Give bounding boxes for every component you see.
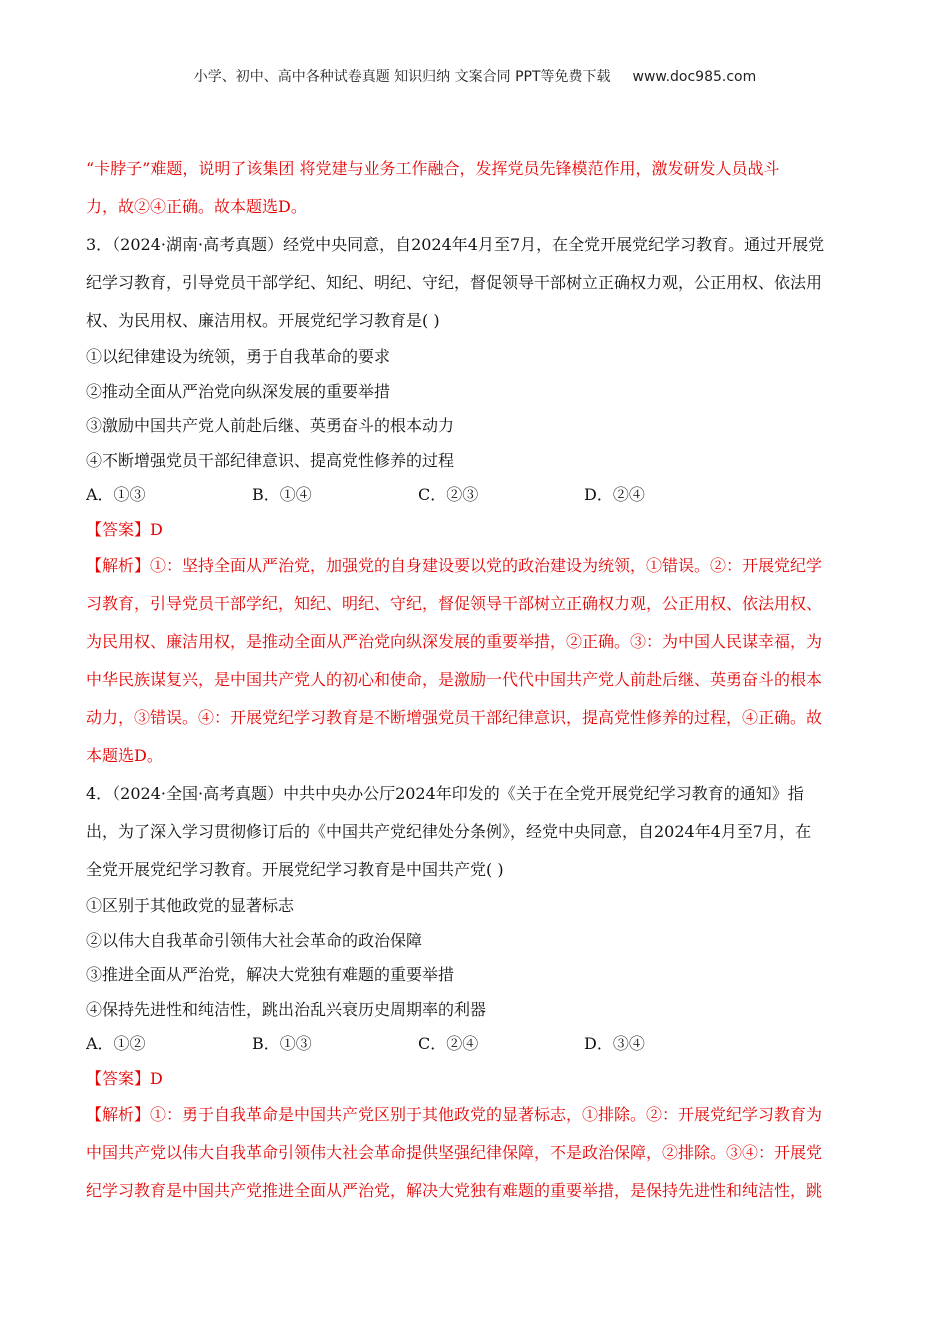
answer-label: 【答案】D [86,1068,163,1088]
statement-item: ④不断增强党员干部纪律意识、提高党性修养的过程 [86,450,455,470]
statement-item: ①以纪律建设为统领，勇于自我革命的要求 [86,347,391,366]
page-header [0,66,950,86]
option-a: A．①③ [86,485,146,504]
statement-item: ④保持先进性和纯洁性，跳出治乱兴衰历史周期率的利器 [86,999,487,1019]
answer-options [86,478,866,513]
option-b: B．①④ [252,485,312,504]
statement-item: ③推进全面从严治党，解决大党独有难题的重要举措 [86,965,455,984]
option-c: C．②③ [418,485,479,504]
question-stem-line: 出，为了深入学习贯彻修订后的《中国共产党纪律处分条例》，经党中央同意，自2024年4月至7月，在 [86,822,812,841]
option-d: D．②④ [584,485,645,504]
option-c: C．②④ [418,1034,479,1053]
question-3 [86,226,866,775]
header-url[interactable]: www.doc985.com [632,69,757,85]
question-4 [86,775,866,1210]
text-line: 力，故②④正确。故本题选D。 [86,197,307,216]
text-line: “卡脖子”难题，说明了该集团 将党建与业务工作融合，发挥党员先锋模范作用，激发研发人员战斗 [86,159,780,178]
analysis-line: 本题选D。 [86,746,163,765]
question-stem-line: 4．（2024·全国·高考真题）中共中央办公厅2024年印发的《关于在全党开展党纪学习教育的通知》指 [86,784,804,803]
header-text: 小学、初中、高中各种试卷真题 知识归纳 文案合同 PPT等免费下载 [193,69,611,85]
statement-item: ①区别于其他政党的显著标志 [86,896,295,915]
statement-item: ②推动全面从严治党向纵深发展的重要举措 [86,381,391,401]
answer-label: 【答案】D [86,519,163,539]
option-b: B．①③ [252,1034,312,1053]
statement-item: ③激励中国共产党人前赴后继、英勇奋斗的根本动力 [86,416,455,435]
analysis-line: 中国共产党以伟大自我革命引领伟大社会革命提供坚强纪律保障，不是政治保障，②排除。③④：开展党 [86,1143,823,1162]
document-body [86,150,866,1210]
question-stem-line: 全党开展党纪学习教育。开展党纪学习教育是中国共产党( ) [86,860,504,879]
analysis-line: 习教育，引导党员干部学纪，知纪、明纪、守纪，督促领导干部树立正确权力观，公正用权、依法用权、 [86,594,823,613]
question-stem-line: 权、为民用权、廉洁用权。开展党纪学习教育是( ) [86,311,440,330]
option-d: D．③④ [584,1034,645,1053]
statement-item: ②以伟大自我革命引领伟大社会革命的政治保障 [86,930,423,950]
analysis-line: 【解析】①：坚持全面从严治党，加强党的自身建设要以党的政治建设为统领，①错误。②：开展党纪学 [86,556,823,575]
analysis-line: 【解析】①：勇于自我革命是中国共产党区别于其他政党的显著标志，①排除。②：开展党纪学习教育为 [86,1105,823,1124]
question-stem-line: 3．（2024·湖南·高考真题）经党中央同意，自2024年4月至7月，在全党开展党纪学习教育。通过开展党 [86,235,825,254]
answer-options [86,1027,866,1062]
previous-analysis-continuation [86,150,866,226]
analysis-line: 动力，③错误。④：开展党纪学习教育是不断增强党员干部纪律意识，提高党性修养的过程，④正确。故 [86,708,823,727]
analysis-line: 纪学习教育是中国共产党推进全面从严治党，解决大党独有难题的重要举措，是保持先进性和纯洁性，跳 [86,1181,823,1200]
analysis-line: 中华民族谋复兴，是中国共产党人的初心和使命，是激励一代代中国共产党人前赴后继、英勇奋斗的根本 [86,670,823,689]
option-a: A．①② [86,1034,146,1053]
question-stem-line: 纪学习教育，引导党员干部学纪、知纪、明纪、守纪，督促领导干部树立正确权力观，公正用权、依法用 [86,273,823,292]
analysis-line: 为民用权、廉洁用权，是推动全面从严治党向纵深发展的重要举措，②正确。③：为中国人民谋幸福，为 [86,632,823,651]
